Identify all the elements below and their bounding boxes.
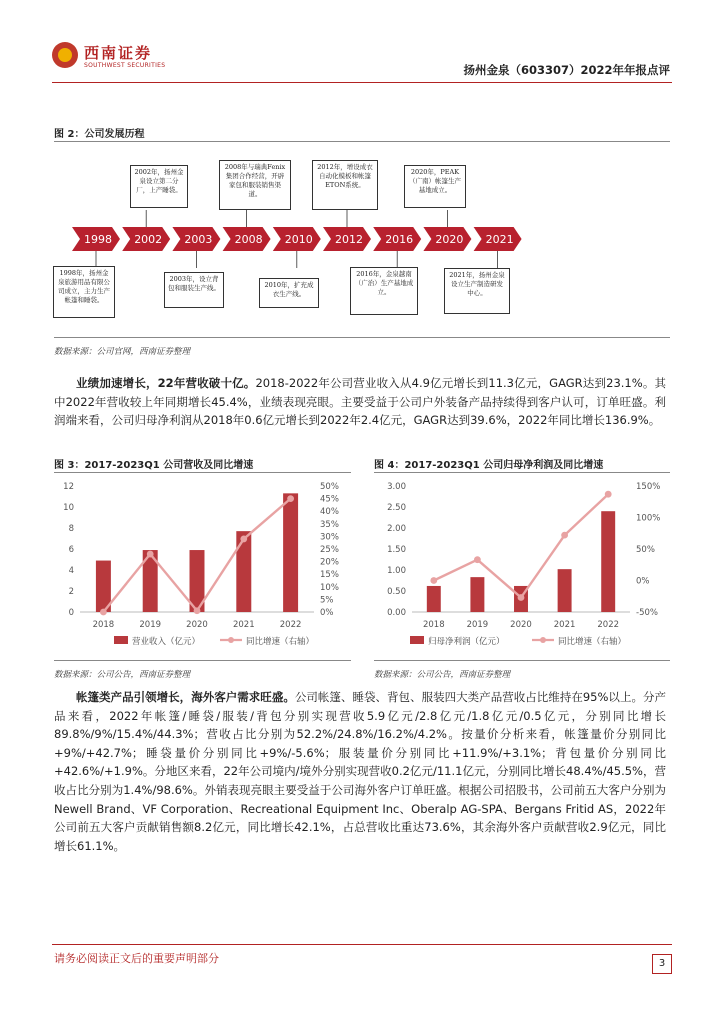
timeline-year-2012: 2012 xyxy=(335,233,363,246)
bar-2018 xyxy=(427,586,441,612)
bar-2019 xyxy=(470,577,484,612)
left-tick-label: 1.00 xyxy=(387,566,406,576)
left-tick-label: 10 xyxy=(63,503,74,513)
right-tick-label: -50% xyxy=(636,608,658,618)
x-tick-label: 2020 xyxy=(510,620,532,630)
right-tick-label: 25% xyxy=(320,545,339,555)
right-tick-label: 10% xyxy=(320,582,339,593)
paragraph-products xyxy=(54,688,666,855)
left-tick-label: 0 xyxy=(68,608,74,618)
x-tick-label: 2019 xyxy=(466,620,489,630)
report-title: 扬州金泉（603307）2022年年报点评 xyxy=(463,63,670,77)
timeline-box-2003: 2003年，设立背包和服装生产线。 xyxy=(164,272,224,308)
timeline-year-2020: 2020 xyxy=(435,233,464,246)
logo-text: 西南证券 xyxy=(84,44,153,62)
right-tick-label: 20% xyxy=(320,557,339,568)
x-tick-label: 2018 xyxy=(422,620,445,630)
paragraph-products-lead: 帐篷类产品引领增长，海外客户需求旺盛。 xyxy=(76,690,295,704)
figure4-title: 图 4：2017-2023Q1 公司归母净利润及同比增速 xyxy=(374,460,604,471)
legend-line-marker xyxy=(540,637,546,643)
header-divider xyxy=(52,82,672,83)
legend-line-marker xyxy=(228,637,234,643)
right-tick-label: 100% xyxy=(636,513,661,524)
timeline-box-2016: 2016年，金泉越南（广治）生产基地成立。 xyxy=(350,267,418,315)
figure3-source: 数据来源：公司公告，西南证券整理 xyxy=(54,670,191,680)
page-number: 3 xyxy=(652,954,672,974)
x-tick-label: 2022 xyxy=(279,620,302,630)
timeline-box-2002: 2002年，扬州金泉设立第二分厂，上产睡袋。 xyxy=(130,165,188,208)
growth-point-2020 xyxy=(194,607,201,614)
left-tick-label: 4 xyxy=(68,566,74,576)
figure3-bottom-rule xyxy=(54,660,351,661)
right-tick-label: 35% xyxy=(320,519,339,530)
growth-point-2018 xyxy=(430,577,437,584)
x-tick-label: 2018 xyxy=(92,620,115,630)
left-tick-label: 2.00 xyxy=(387,524,406,534)
growth-point-2022 xyxy=(287,495,294,502)
growth-point-2020 xyxy=(518,594,525,601)
timeline-diagram xyxy=(54,150,670,330)
legend-bar-label: 归母净利润（亿元） xyxy=(428,637,505,647)
bar-2021 xyxy=(236,531,251,612)
right-tick-label: 0% xyxy=(320,608,334,618)
x-tick-label: 2022 xyxy=(597,620,620,630)
revenue-chart xyxy=(54,476,351,656)
timeline-box-2021: 2021年，扬州金泉设立生产制造研发中心。 xyxy=(444,268,510,314)
paragraph-performance xyxy=(54,374,666,430)
paragraph-performance-body: 2018-2022年公司营业收入从4.9亿元增长到11.3亿元，GAGR达到23.1%。其中2022年营收较上年同期增长45.4%，业绩表现亮眼。主要受益于公司户外装备产品持续得到客户认可，订单旺盛。利润端来看，公司归母净利润从2018年0.6亿元增长到2022年2.4亿元，GAGR达到39.6%，2022年同比增长136.9%。 xyxy=(54,376,666,428)
bar-2022 xyxy=(601,511,615,612)
figure2-source: 数据来源：公司官网，西南证券整理 xyxy=(54,347,191,357)
timeline-year-2016: 2016 xyxy=(385,233,414,246)
timeline-year-2008: 2008 xyxy=(234,233,263,246)
timeline-year-2021: 2021 xyxy=(485,233,514,246)
figure2-bottom-rule xyxy=(54,337,670,338)
right-tick-label: 30% xyxy=(320,532,339,543)
legend-line-label: 同比增速（右轴） xyxy=(558,637,627,647)
timeline-box-2020: 2020年，PEAK（广南）帐篷生产基地成立。 xyxy=(404,165,466,208)
timeline-year-2003: 2003 xyxy=(184,233,213,246)
right-tick-label: 45% xyxy=(320,494,339,505)
x-tick-label: 2021 xyxy=(232,620,255,630)
left-tick-label: 1.50 xyxy=(387,545,406,555)
timeline-year-1998: 1998 xyxy=(84,233,112,246)
right-tick-label: 50% xyxy=(320,482,339,492)
paragraph-products-body: 公司帐篷、睡袋、背包、服装四大类产品营收占比维持在95%以上。分产品来看，2022年帐篷/睡袋/服装/背包分别实现营收5.9亿元/2.8亿元/1.8亿元/0.5亿元，分别同比增长89.8%/9%/15.4%/44.3%；营收占比分别为52.2%/24.8%/16.2%/4.2%。按量价分析来看，帐篷量价分别同比+9%/+42.7%；睡袋量价分别同比+9%/-5.6%；服装量价分别同比+11.9%/+3.1%；背包量价分别同比+42.6%/+1.9%。分地区来看，22年公司境内/境外分别实现营收0.2亿元/11.1亿元，分别同比增长48.4%/45.5%，营收占比分别为1.4%/98.6%。外销表现亮眼主要受益于公司海外客户订单旺盛。根据公司招股书，公司前五大客户分别为Newell Brand、VF Corporation、Recreational Equipment Inc、Oberalp AG-SPA、Bergans Fritid AS，2022年公司前五大客户贡献销售额8.2亿元，同比增长42.1%，占总营收比重达73.6%，其余海外客户贡献营收2.9亿元，同比增长61.1%。 xyxy=(54,690,667,853)
paragraph-performance-lead: 业绩加速增长，22年营收破十亿。 xyxy=(76,376,256,390)
profit-chart xyxy=(374,476,670,656)
right-tick-label: 5% xyxy=(320,595,334,606)
growth-point-2019 xyxy=(147,551,154,558)
growth-point-2022 xyxy=(605,491,612,498)
right-tick-label: 150% xyxy=(636,482,661,492)
right-tick-label: 40% xyxy=(320,507,339,518)
footer-disclaimer: 请务必阅读正文后的重要声明部分 xyxy=(54,952,219,965)
legend-bar-swatch xyxy=(114,636,128,644)
left-tick-label: 0.00 xyxy=(387,608,406,618)
left-tick-label: 0.50 xyxy=(387,587,406,597)
timeline-box-2008: 2008年与瑞典Fenix集团合作经营，开辟家包和服装销售渠道。 xyxy=(219,160,291,210)
figure4-source: 数据来源：公司公告，西南证券整理 xyxy=(374,670,511,680)
timeline-year-2010: 2010 xyxy=(284,233,313,246)
right-tick-label: 0% xyxy=(636,576,650,587)
timeline-box-2012: 2012年，增设成衣自动化模板和帐篷ETON系统。 xyxy=(312,160,378,210)
growth-point-2021 xyxy=(561,532,568,539)
footer-divider xyxy=(52,944,672,945)
timeline-box-2010: 2010年，扩充成衣生产线。 xyxy=(259,278,319,308)
x-tick-label: 2020 xyxy=(186,620,208,630)
figure3-rule xyxy=(54,472,351,473)
bar-2021 xyxy=(558,569,572,612)
left-tick-label: 2 xyxy=(68,587,74,597)
left-tick-label: 6 xyxy=(68,545,74,555)
legend-line-label: 同比增速（右轴） xyxy=(246,637,315,647)
figure2-rule xyxy=(54,141,670,142)
right-tick-label: 50% xyxy=(636,545,655,555)
timeline-box-1998: 1998年，扬州金泉旅游用品有限公司成立，主力生产帐篷和睡袋。 xyxy=(53,266,115,318)
left-tick-label: 12 xyxy=(63,482,74,492)
legend-bar-swatch xyxy=(410,636,424,644)
bar-2022 xyxy=(283,493,298,612)
left-tick-label: 8 xyxy=(68,524,74,534)
figure2-title: 图 2：公司发展历程 xyxy=(54,129,145,140)
x-tick-label: 2019 xyxy=(139,620,162,630)
growth-line xyxy=(434,494,608,597)
growth-point-2019 xyxy=(474,556,481,563)
left-tick-label: 2.50 xyxy=(387,503,406,513)
x-tick-label: 2021 xyxy=(553,620,576,630)
timeline-year-2002: 2002 xyxy=(134,233,163,246)
figure4-rule xyxy=(374,472,670,473)
right-tick-label: 15% xyxy=(320,570,339,581)
figure3-title: 图 3：2017-2023Q1 公司营收及同比增速 xyxy=(54,460,254,471)
figure4-bottom-rule xyxy=(374,660,670,661)
growth-point-2021 xyxy=(240,536,247,543)
growth-point-2018 xyxy=(100,609,107,616)
logo-icon xyxy=(52,42,78,68)
logo-subtext: SOUTHWEST SECURITIES xyxy=(84,62,166,69)
legend-bar-label: 营业收入（亿元） xyxy=(132,637,201,647)
left-tick-label: 3.00 xyxy=(387,482,406,492)
